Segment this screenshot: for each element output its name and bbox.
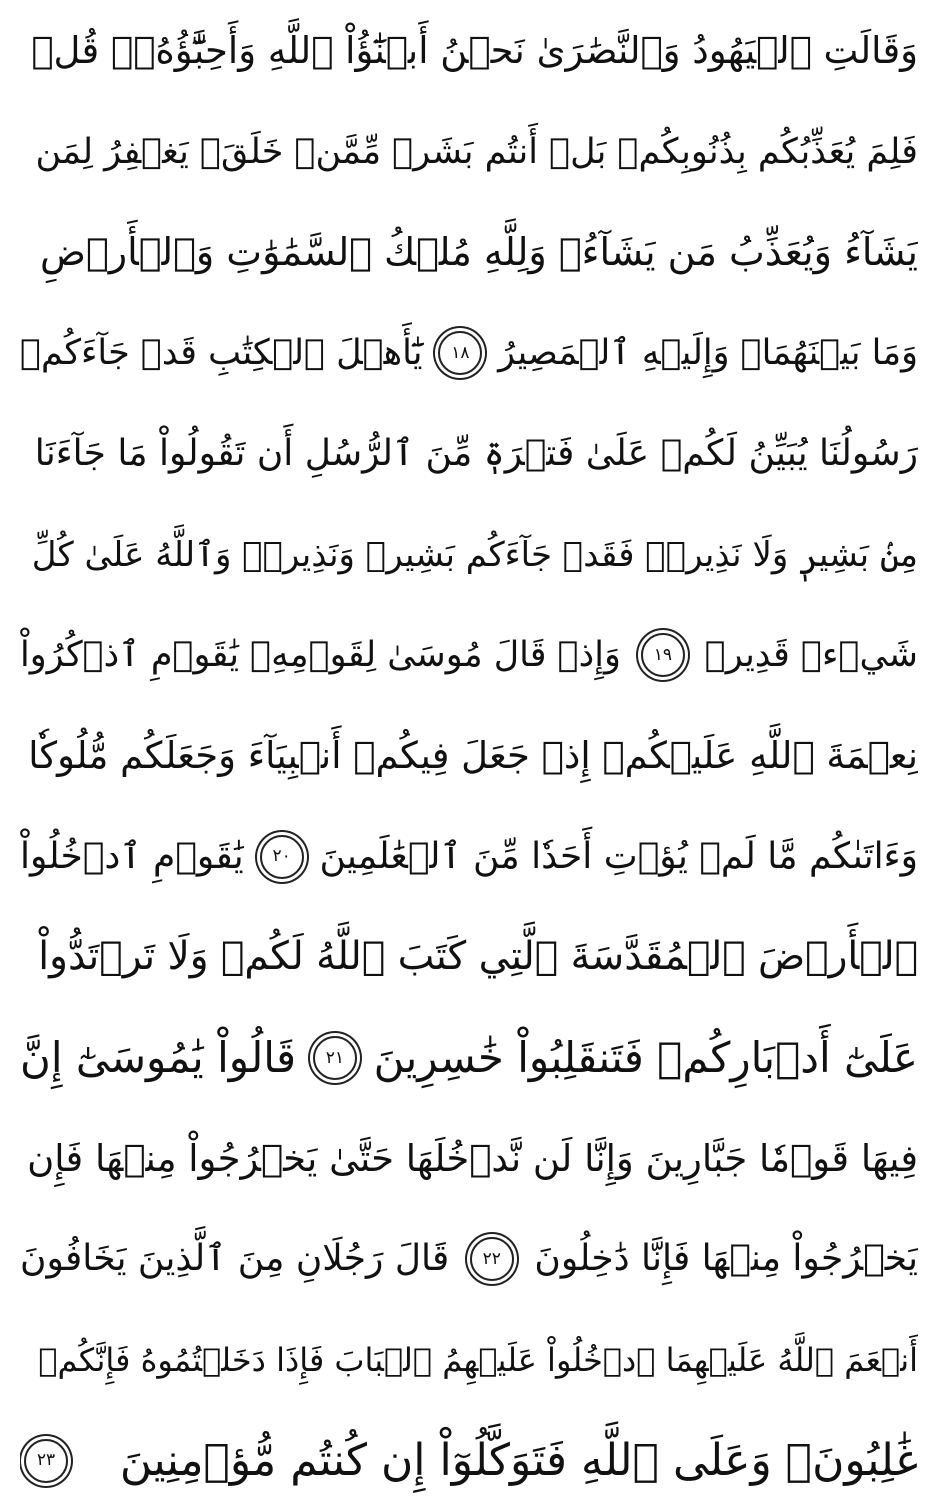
verse-text: يَٰٓأَهۡلَ ٱلۡكِتَٰبِ قَدۡ جَآءَكُمۡ <box>20 333 423 374</box>
text-line <box>20 413 918 495</box>
text-line <box>20 1319 918 1401</box>
text-line <box>20 312 918 394</box>
verse-text: وَءَاتَىٰكُم مَّا لَمۡ يُؤۡتِ أَحَدٗا مِّنَ ٱلۡعَٰلَمِينَ <box>319 835 918 877</box>
ayah-number-marker: ١٨ <box>438 331 482 375</box>
text-line <box>20 10 918 92</box>
ayah-number-marker: ٢٢ <box>470 1237 514 1281</box>
ayah-number-marker: ٢٣ <box>24 1439 68 1483</box>
verse-text: رَسُولُنَا يُبَيِّنُ لَكُمۡ عَلَىٰ فَتۡرَةٖ مِّنَ ٱلرُّسُلِ أَن تَقُولُواْ مَا جَآءَنَا <box>34 432 918 474</box>
text-line <box>20 111 918 193</box>
verse-text: وَإِذۡ قَالَ مُوسَىٰ لِقَوۡمِهِۦ يَٰقَوۡمِ ٱذۡكُرُواْ <box>20 635 621 676</box>
verse-text: عَلَىٰٓ أَدۡبَارِكُمۡ فَتَنقَلِبُواْ خَٰسِرِينَ <box>373 1033 918 1083</box>
text-line <box>20 916 918 998</box>
verse-text: نِعۡمَةَ ٱللَّهِ عَلَيۡكُمۡ إِذۡ جَعَلَ فِيكُمۡ أَنۢبِيَآءَ وَجَعَلَكُم مُّلُوكٗا <box>28 733 918 777</box>
verse-text: فِيهَا قَوۡمٗا جَبَّارِينَ وَإِنَّا لَن نَّدۡخُلَهَا حَتَّىٰ يَخۡرُجُواْ مِنۡهَا فَإِن <box>27 1136 918 1180</box>
text-line <box>20 715 918 797</box>
text-line <box>20 1017 918 1099</box>
ayah-number-marker: ١٩ <box>641 633 685 677</box>
verse-text: قَالُواْ يَٰمُوسَىٰٓ إِنَّ <box>20 1033 297 1083</box>
verse-text: ٱلۡأَرۡضَ ٱلۡمُقَدَّسَةَ ٱلَّتِي كَتَبَ ٱللَّهُ لَكُمۡ وَلَا تَرۡتَدُّواْ <box>38 934 918 980</box>
verse-text: وَقَالَتِ ٱلۡيَهُودُ وَٱلنَّصَٰرَىٰ نَحۡنُ أَبۡنَٰٓؤُاْ ٱللَّهِ وَأَحِبَّٰٓؤُهُۥۚ قُلۡ <box>31 29 918 72</box>
text-line <box>20 1420 918 1502</box>
verse-text: فَلِمَ يُعَذِّبُكُم بِذُنُوبِكُمۖ بَلۡ أَنتُم بَشَرٞ مِّمَّنۡ خَلَقَۚ يَغۡفِرُ لِمَن <box>35 131 918 172</box>
text-line <box>20 816 918 898</box>
text-line <box>20 1218 918 1300</box>
verse-text: وَمَا بَيۡنَهُمَاۖ وَإِلَيۡهِ ٱلۡمَصِيرُ <box>498 333 918 374</box>
verse-text: شَيۡءٖ قَدِيرٞ <box>704 635 918 676</box>
text-line <box>20 1118 918 1200</box>
verse-text: يَٰقَوۡمِ ٱدۡخُلُواْ <box>20 835 244 877</box>
ayah-number-marker: ٢٠ <box>260 835 304 879</box>
ayah-number-marker: ٢١ <box>313 1036 357 1080</box>
verse-text: قَالَ رَجُلَانِ مِنَ ٱلَّذِينَ يَخَافُونَ <box>20 1238 450 1280</box>
text-line <box>20 211 918 293</box>
verse-text: يَشَآءُ وَيُعَذِّبُ مَن يَشَآءُۚ وَلِلَّهِ مُلۡكُ ٱلسَّمَٰوَٰتِ وَٱلۡأَرۡضِ <box>40 230 918 275</box>
text-line <box>20 614 918 696</box>
text-line <box>20 514 918 596</box>
verse-text: غَٰلِبُونَۚ وَعَلَى ٱللَّهِ فَتَوَكَّلُوٓاْ إِن كُنتُم مُّؤۡمِنِينَ <box>119 1434 918 1486</box>
verse-text: أَنۡعَمَ ٱللَّهُ عَلَيۡهِمَا ٱدۡخُلُواْ عَلَيۡهِمُ ٱلۡبَابَ فَإِذَا دَخَلۡتُمُوهُ فَإِنَّكُمۡ <box>38 1341 918 1380</box>
verse-text: مِنۢ بَشِيرٖ وَلَا نَذِيرٖۖ فَقَدۡ جَآءَكُم بَشِيرٞ وَنَذِيرٞۗ وَٱللَّهُ عَلَىٰ كُلِّ <box>31 534 918 575</box>
quran-text-block <box>20 10 918 1502</box>
verse-text: يَخۡرُجُواْ مِنۡهَا فَإِنَّا دَٰخِلُونَ <box>534 1238 918 1280</box>
